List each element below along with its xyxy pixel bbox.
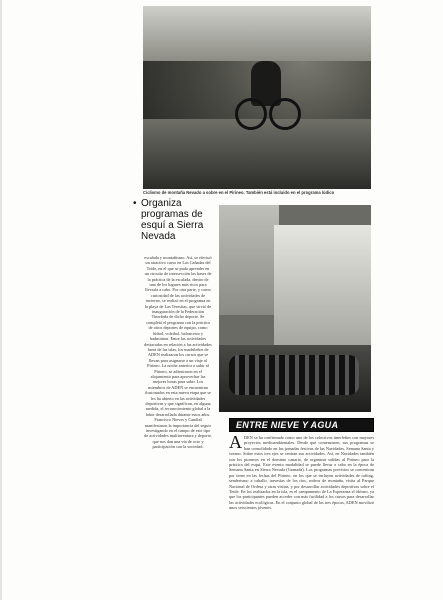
headline-text: Organiza programas de esquí a Sierra Nevada	[141, 198, 204, 242]
photo-sky	[143, 6, 371, 61]
bike-wheel-rear	[269, 98, 301, 130]
cycling-photo	[143, 6, 371, 189]
climbing-group-photo	[219, 205, 371, 412]
body-column-right	[229, 432, 374, 511]
drop-cap: A	[229, 432, 242, 452]
headline-bullet: •	[133, 198, 137, 209]
scan-edge	[0, 0, 2, 600]
group-of-people	[229, 355, 359, 395]
photo-ground	[143, 119, 371, 189]
photo-caption: Ciclismo de montaña Nevado a sobre en el Pirineo. También está incluido en el programa lúdico	[143, 190, 335, 195]
article-headline	[133, 198, 219, 242]
section-banner	[229, 418, 374, 432]
right-column-text: DEN se ha confirmado como uno de los colectivos tinerfeños con mayores proyectos medioambientales. Desde que comenzaron, sus programas se han consolidado en las jornadas festivas de las Navidades, Semana Santa y verano. Sobre estos tres ejes se centran sus actividades. Así, en Navidades también son los pioneros en el dominio canario, de organizar salidas al Pirineo para la práctica del esquí. Este evento modalidad se puede llevar a cabo en la época de Semana Santa en Sierra Nevada (Granada). Los programas previstos se concentran por tener en las fechas del Pirineo, en los que se incluyen actividades de rafting, senderismo a caballo, travesías de los ríos, rodeos de montaña, visita al Parque Nacional de Ordesa y otras visitas, y por desarrollar actividades deportivas sobre el Teide. En los realizados en la isla, es el campamento de La Esperanza el idóneo, ya que los participantes pueden acceder con más facilidad a los cursos para desarrollar las actividades ecológicas. En el conjunto global de las tres épocas, ADEN movilizó unos seiscientos jóvenes.	[229, 435, 374, 511]
rock-right	[274, 225, 371, 345]
rock-left	[219, 205, 279, 315]
body-column-left: escalada y montañismo. Así, se efectuó un atractivo curso en Las Cañadas del Teide, en el que se pudo aprender en un circuito de intersección las bases de la práctica de la escalada, dentro de uno de los lugares más ricos para llevarla a cabo. Por otra parte, y como curiosidad de las actividades de invierno, se realizó en el programa en la playa de Las Teresitas, que sirvió de inauguración de la Federación Tinerfeña de dicho deporte. Se completó el programa con la práctica de otros deportes de equipo, como fútbol, voleibol, baloncesto y badminton. Entre las actividades destacadas en relación a las actividades fuera de las islas, los madrileños de ADEN realizaron los cursos que se llevan para asignarse a un viaje al Pirineo. La noche anterior a subir al Pirineo, se adiestraron en el alojamiento para aprovechar las mejores horas para subir. Los miembros de ADEN se encuentran ilusionados en esta nueva etapa que se les ha abierto en las actividades deportivas y que significan, en alguna medida, el reconocimiento global a la labor desarrollada durante estos años. Francisco Nieves y Candial manifestaron la importancia del seguir investigando en el campo de este tipo de actividades multiaventura y deporte, que nos dan una vía de ocio y participación con la sociedad.	[144, 255, 212, 450]
banner-title: ENTRE NIEVE Y AGUA	[236, 420, 339, 430]
bike-wheel-front	[235, 98, 267, 130]
